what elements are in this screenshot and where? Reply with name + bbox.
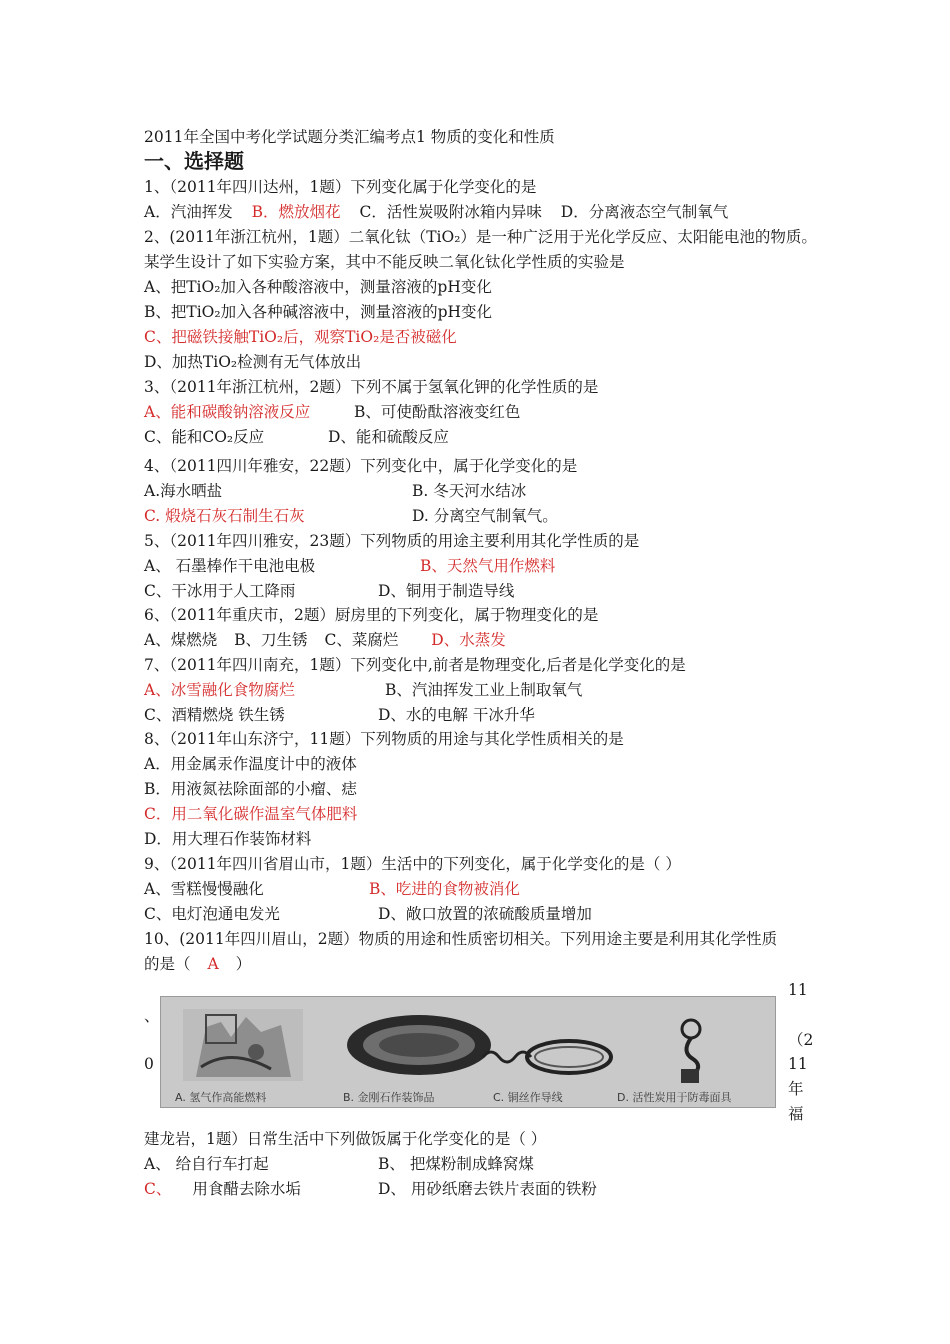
figure-caption-c: C. 铜丝作导线 [493, 1091, 563, 1104]
section-heading: 一、选择题 [144, 149, 244, 173]
option-b-answer: B．燃放烟花 [251, 203, 341, 221]
question-3-option-d: D、能和硫酸反应 [328, 428, 449, 446]
question-4-option-a: A.海水晒盐 [144, 482, 223, 500]
question-2-option-c-answer: C、把磁铁接触TiO₂后，观察TiO₂是否被磁化 [144, 328, 457, 346]
question-11-number-right-5: 福 [788, 1105, 804, 1123]
option-d-answer: D、水蒸发 [431, 631, 506, 649]
question-5-stem: 5、（2011年四川雅安，23题）下列物质的用途主要利用其化学性质的是 [144, 532, 640, 550]
question-11-number-right-4: 年 [788, 1080, 804, 1098]
question-8-option-c-answer: C．用二氧化碳作温室气体肥料 [144, 805, 358, 823]
stem-text: 的是（ [144, 955, 191, 973]
question-9-option-a: A、雪糕慢慢融化 [144, 880, 264, 898]
question-8-stem: 8、（2011年山东济宁，11题）下列物质的用途与其化学性质相关的是 [144, 730, 624, 748]
question-8-option-b: B．用液氮祛除面部的小瘤、痣 [144, 780, 357, 798]
question-3-option-b: B、可使酚酞溶液变红色 [354, 403, 521, 421]
question-11-option-a: A、 给自行车打起 [144, 1155, 269, 1173]
option-a: A．汽油挥发 [144, 203, 233, 221]
question-5-option-d: D、铜用于制造导线 [378, 582, 515, 600]
question-4-option-c-answer: C. 煅烧石灰石制生石灰 [144, 507, 305, 525]
figure-d-gas-mask-icon [681, 1020, 700, 1083]
question-1-options [144, 202, 728, 222]
question-11-option-b: B、 把煤粉制成蜂窝煤 [378, 1155, 534, 1173]
question-11-number-right-3: 11 [788, 1055, 808, 1073]
question-5-option-a: A、 石墨棒作干电池电极 [144, 557, 316, 575]
question-11-number-left-1: 、 [144, 1007, 160, 1025]
answer-letter: A [207, 955, 219, 973]
question-6-stem: 6、（2011年重庆市，2题）厨房里的下列变化，属于物理变化的是 [144, 606, 599, 624]
question-10-figure [160, 996, 776, 1108]
question-8-option-d: D．用大理石作装饰材料 [144, 830, 312, 848]
question-10-stem-cont [144, 954, 251, 974]
question-5-option-c: C、干冰用于人工降雨 [144, 582, 296, 600]
question-5-option-b-answer: B、天然气用作燃料 [420, 557, 556, 575]
question-4-stem: 4、（2011四川年雅安，22题）下列变化中，属于化学变化的是 [144, 457, 578, 475]
question-11-number-right-2: （2 [788, 1031, 814, 1049]
stem-close: ） [235, 955, 252, 973]
question-7-stem: 7、（2011年四川南充，1题）下列变化中,前者是物理变化,后者是化学变化的是 [144, 656, 686, 674]
figure-caption-d: D. 活性炭用于防毒面具 [617, 1091, 732, 1104]
question-3-stem: 3、（2011年浙江杭州，2题）下列不属于氢氧化钾的化学性质的是 [144, 378, 599, 396]
figure-caption-b: B. 金刚石作装饰品 [343, 1091, 435, 1104]
question-2-option-d: D、加热TiO₂检测有无气体放出 [144, 353, 362, 371]
option-c-letter: C、 [144, 1180, 172, 1198]
question-2-stem: 2、(2011年浙江杭州，1题）二氧化钛（TiO₂）是一种广泛用于光化学反应、太阳能电池的物质。 [144, 228, 817, 246]
option-a: A、煤燃烧 [144, 631, 218, 649]
question-4-option-d: D. 分离空气制氧气。 [412, 507, 558, 525]
question-7-option-c: C、酒精燃烧 铁生锈 [144, 706, 285, 724]
option-c: C、菜腐烂 [324, 631, 399, 649]
question-9-option-b-answer: B、吃进的食物被消化 [369, 880, 520, 898]
figure-a-hydrogen-icon [183, 1009, 303, 1081]
figure-caption-a: A. 氢气作高能燃料 [175, 1091, 267, 1104]
question-4-option-b: B. 冬天河水结冰 [412, 482, 527, 500]
question-7-option-b: B、汽油挥发工业上制取氧气 [385, 681, 583, 699]
question-7-option-a-answer: A、冰雪融化食物腐烂 [144, 681, 295, 699]
question-2-option-b: B、把TiO₂加入各种碱溶液中，测量溶液的pH变化 [144, 303, 493, 321]
option-d: D．分离液态空气制氧气 [560, 203, 729, 221]
question-7-option-d: D、水的电解 干冰升华 [378, 706, 535, 724]
question-3-option-a-answer: A、能和碳酸钠溶液反应 [144, 403, 311, 421]
question-2-stem-cont: 某学生设计了如下实验方案，其中不能反映二氧化钛化学性质的实验是 [144, 253, 625, 271]
question-11-option-d: D、 用砂纸磨去铁片表面的铁粉 [378, 1180, 597, 1198]
question-1-stem: 1、（2011年四川达州，1题）下列变化属于化学变化的是 [144, 178, 537, 196]
question-9-option-d: D、敞口放置的浓硫酸质量增加 [378, 905, 592, 923]
option-b: B、刀生锈 [234, 631, 308, 649]
option-c: C．活性炭吸附冰箱内异味 [359, 203, 542, 221]
question-3-option-c: C、能和CO₂反应 [144, 428, 265, 446]
question-9-stem: 9、（2011年四川省眉山市，1题）生活中的下列变化，属于化学变化的是（ ） [144, 855, 681, 873]
question-10-stem: 10、(2011年四川眉山，2题）物质的用途和性质密切相关。下列用途主要是利用其化学性质 [144, 930, 778, 948]
figure-c-copper-wire-icon [483, 1041, 611, 1073]
question-11-stem: 建龙岩，1题）日常生活中下列做饭属于化学变化的是（ ） [144, 1130, 547, 1148]
question-11-number-left-2: 0 [144, 1055, 154, 1073]
question-6-options [144, 630, 506, 650]
question-11-number-right-1: 11 [788, 981, 808, 999]
question-9-option-c: C、电灯泡通电发光 [144, 905, 280, 923]
question-11-option-c-answer [144, 1179, 301, 1199]
figure-b-diamond-icon [347, 1015, 491, 1075]
question-8-option-a: A．用金属汞作温度计中的液体 [144, 755, 357, 773]
option-c-text: 用食醋去除水垢 [192, 1180, 301, 1198]
question-2-option-a: A、把TiO₂加入各种酸溶液中，测量溶液的pH变化 [144, 278, 492, 296]
document-title: 2011年全国中考化学试题分类汇编考点1 物质的变化和性质 [144, 128, 555, 146]
